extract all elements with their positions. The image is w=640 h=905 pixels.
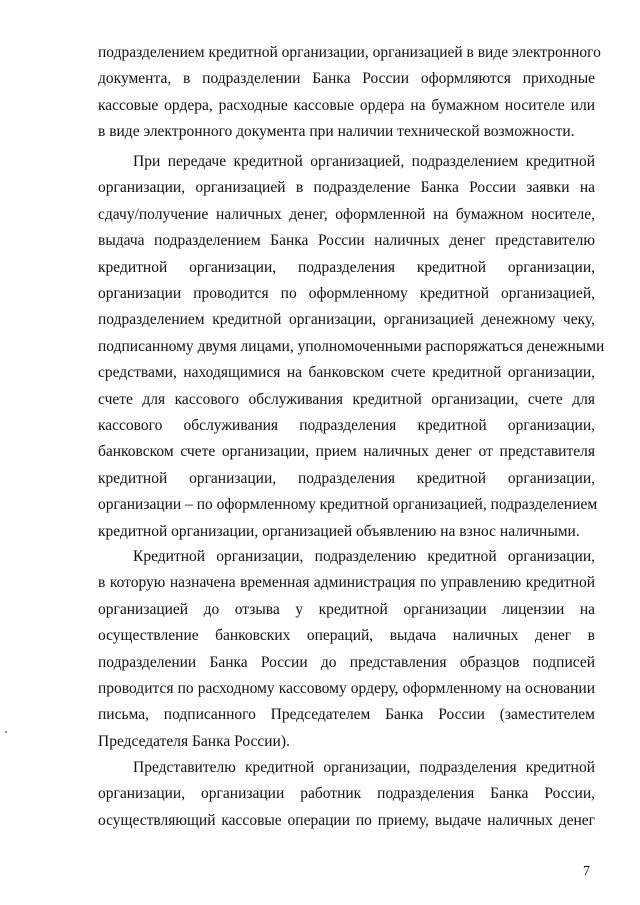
text-line: подразделением кредитной организации, организацией в виде электронного [98, 44, 601, 61]
text-line: подразделением кредитной организации, организацией денежному чеку, [98, 311, 595, 329]
text-line: Председателя Банка России). [98, 732, 290, 750]
text-line: счете для кассового обслуживания кредитной организации, счете для [98, 390, 595, 408]
text-line: в которую назначена временная администрация по управлению кредитной [98, 574, 595, 592]
text-line: письма, подписанного Председателем Банка России (заместителем [98, 706, 595, 724]
text-line: банковском счете организации, прием наличных денег от представителя [98, 443, 595, 461]
text-line: подписанному двумя лицами, уполномоченными распоряжаться денежными [98, 337, 605, 355]
scan-artifact [5, 731, 7, 733]
text-line: осуществление банковских операций, выдача наличных денег в [98, 627, 595, 645]
text-line: документа, в подразделении Банка России оформляются приходные [98, 70, 595, 88]
text-line: организации проводится по оформленному кредитной организацией, [98, 285, 595, 302]
text-line: в виде электронного документа при наличии технической возможности. [98, 123, 575, 141]
text-line: При передаче кредитной организацией, подразделением кредитной [133, 153, 595, 170]
text-line: кредитной организации, подразделения кредитной организации, [98, 258, 595, 276]
text-line: подразделении Банка России до представления образцов подписей [98, 653, 595, 671]
text-line: Представителю кредитной организации, подразделения кредитной [133, 759, 595, 776]
text-line: кассового обслуживания подразделения кредитной организации, [98, 417, 595, 434]
text-line: осуществляющий кассовые операции по приему, выдаче наличных денег [98, 811, 595, 829]
text-line: кредитной организации, подразделения кредитной организации, [98, 469, 595, 487]
text-line: сдачу/получение наличных денег, оформленной на бумажном носителе, [98, 205, 595, 223]
text-line: средствами, находящимися на банковском счете кредитной организации, [98, 364, 595, 382]
text-line: кредитной организации, организацией объявлению на взнос наличными. [98, 522, 580, 540]
text-line: проводится по расходному кассовому ордеру, оформленному на основании [98, 680, 595, 697]
text-line: Кредитной организации, подразделению кредитной организации, [133, 548, 595, 565]
text-line: организации, организацией в подразделение Банка России заявки на [98, 179, 595, 197]
text-line: организации, организации работник подразделения Банка России, [98, 785, 595, 803]
text-line: выдача подразделением Банка России наличных денег представителю [98, 232, 595, 250]
text-line: организацией до отзыва у кредитной организации лицензии на [98, 600, 595, 618]
text-line: организации – по оформленному кредитной организацией, подразделением [98, 496, 598, 514]
text-line: кассовые ордера, расходные кассовые ордера на бумажном носителе или [98, 96, 595, 114]
page-number: 7 [583, 864, 590, 879]
